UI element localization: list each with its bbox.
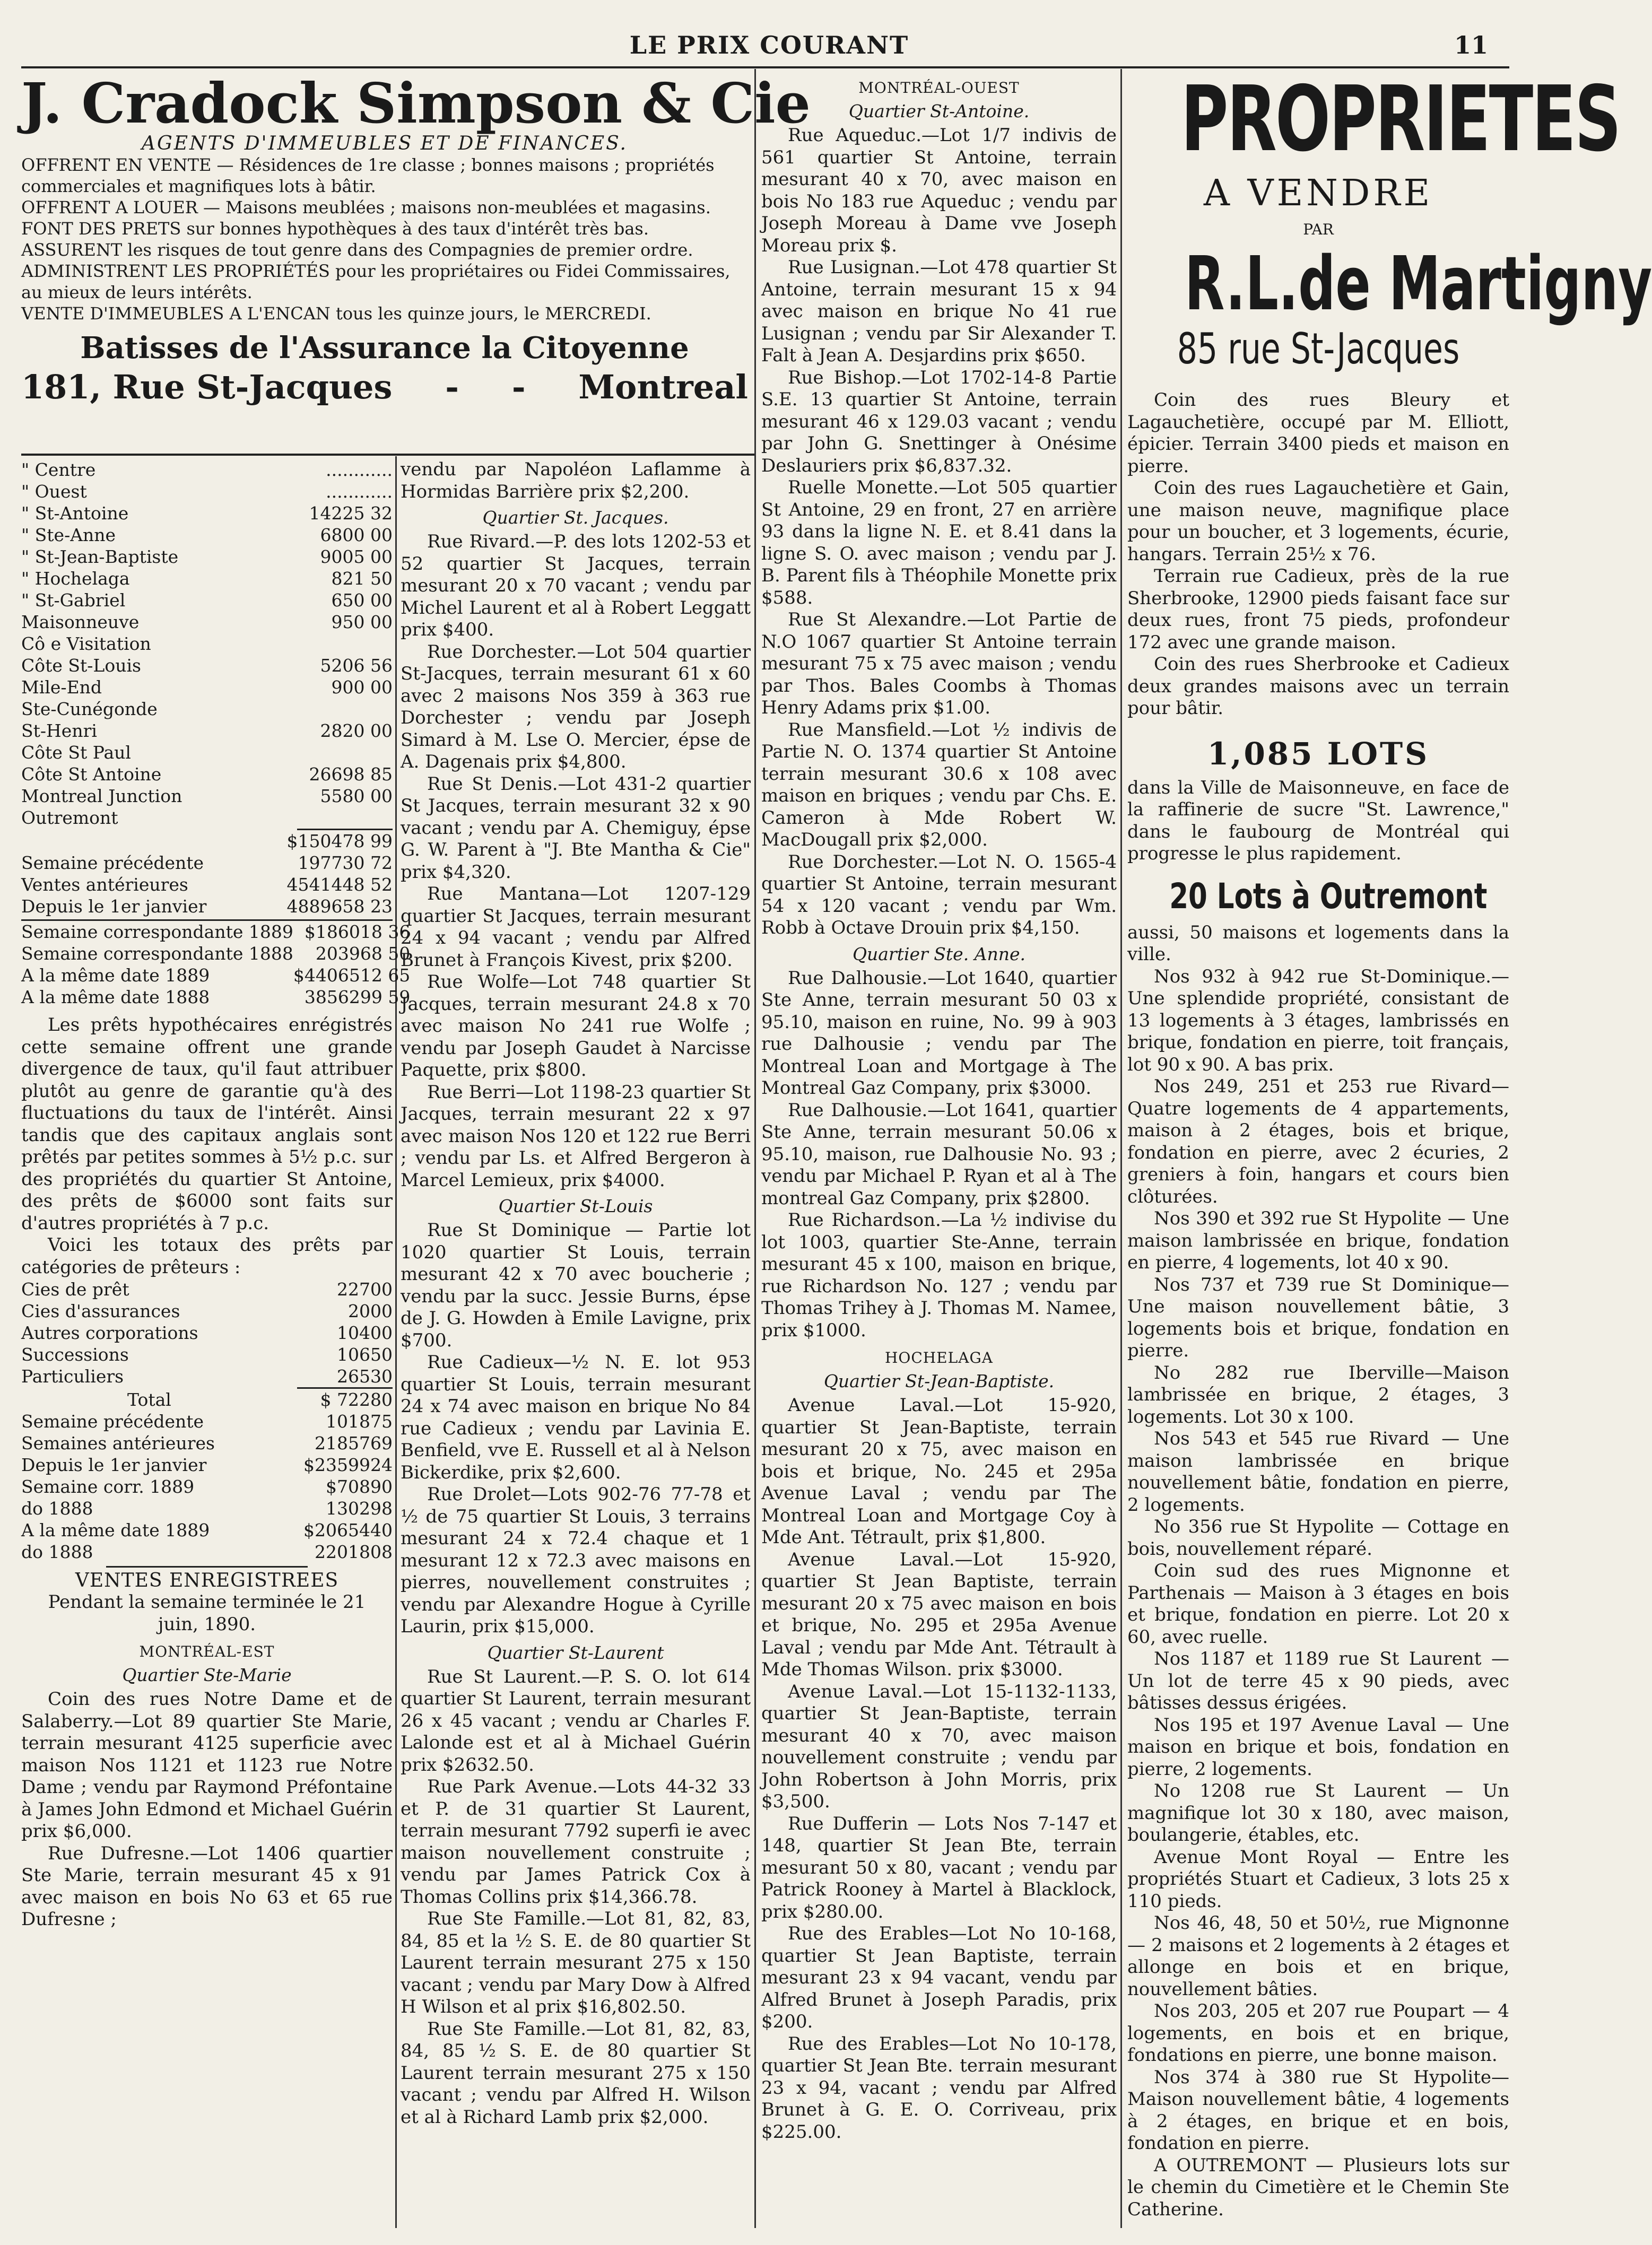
sale-entry: Coin des rues Notre Dame et de Salaberry.—Lot 89 quartier Ste Marie, terrain mesurant 4125 superficie avec maison Nos 1121 et 1123 rue Notre Dame ; vendu par Raymond Préfontaine à James John Edmond et Michael Guérin prix $6,000. <box>21 1689 393 1842</box>
ventes-title: VENTES ENREGISTREES <box>75 1570 339 1591</box>
stats-leader <box>230 785 298 807</box>
stats-value: 14225 32 <box>309 503 393 524</box>
stats-leader <box>231 1365 300 1387</box>
stats-value <box>298 698 393 720</box>
stats-label: Depuis le 1er janvier <box>21 896 207 917</box>
stats-row <box>21 1541 393 1563</box>
stats-label: Outremont <box>21 807 118 828</box>
stats-row <box>21 611 393 633</box>
lots-title: 1,085 LOTS <box>1207 735 1430 772</box>
sale-entry: Rue Dalhousie.—Lot 1641, quartier Ste Anne, terrain mesurant 50.06 x 95.10, maison, rue Dalhousie No. 93 ; vendu par Michael P. Ryan et al à The montreal Gaz Company, prix $2800. <box>761 1099 1117 1209</box>
stats-row <box>21 763 393 785</box>
corresponding-table <box>21 921 410 1008</box>
sale-entry: Rue Park Avenue.—Lots 44-32 33 et P. de 31 quartier St Laurent, terrain mesurant 7792 superfi ie avec maison nouvellement construite ; vendu par James Patrick Cox à Thomas Collins prix $14,366.78. <box>401 1776 751 1908</box>
sale-entry: Rue Cadieux—½ N. E. lot 953 quartier St Louis, terrain mesurant 24 x 74 avec maison en brique No 84 rue Cadieux ; vendu par Lavinia E. Benfield, vve E. Russell et al à Nelson Bickerdike, prix $2,600. <box>401 1352 751 1483</box>
sale-entry: vendu par Napoléon Laflamme à Hormidas Barrière prix $2,200. <box>401 459 751 502</box>
stats-value: 4541448 52 <box>286 874 393 895</box>
property-listing: Terrain rue Cadieux, près de la rue Sherbrooke, 12900 pieds faisant face sur deux rues, front 75 pieds, profondeur 172 avec une grande maison. <box>1127 565 1509 653</box>
sale-entry: Ruelle Monette.—Lot 505 quartier St Antoine, 29 en front, 27 en arrière 93 dans la ligne N. E. et 8.41 dans la ligne S. O. avec maison ; vendu par J. B. Parent fils à Théophile Monette prix $588. <box>761 477 1117 608</box>
stats-label: do 1888 <box>21 1498 93 1519</box>
stats-value: 22700 <box>337 1279 393 1300</box>
stats-label: St-Henri <box>21 720 97 741</box>
stats-row <box>21 1300 393 1322</box>
stats-row <box>21 589 393 611</box>
stats-row <box>21 852 393 874</box>
stats-label: " Ste-Anne <box>21 525 116 545</box>
ad-company-name: J. Cradock Simpson & Cie <box>21 71 811 136</box>
stats-row <box>21 1476 393 1498</box>
property-listing: Nos 203, 205 et 207 rue Poupart — 4 logements, en bois et en brique, fondations en pierre, une bonne maison. <box>1127 2000 1509 2066</box>
summary-table <box>21 852 393 917</box>
stats-row <box>21 633 393 655</box>
district-heading: HOCHELAGA <box>884 1349 994 1367</box>
property-listing: Nos 737 et 739 rue St Dominique—Une maison nouvellement bâtie, 3 logements bois et brique, fondation en pierre. <box>1127 1274 1509 1361</box>
ad-line: VENTE D'IMMEUBLES A L'ENCAN tous les quinze jours, le MERCREDI. <box>21 303 651 324</box>
stats-row <box>21 1389 393 1411</box>
stats-label: Côte St Paul <box>21 742 131 763</box>
stats-leader <box>230 459 298 481</box>
stats-row <box>21 1432 393 1454</box>
stats-leader <box>231 1519 298 1541</box>
stats-value: 900 00 <box>331 677 393 698</box>
sale-entry: Rue Dufferin — Lots Nos 7-147 et 148, quartier St Jean Bte, terrain mesurant 50 x 80, vacant ; vendu par Patrick Rooney à Martel à Blacklock, prix $280.00. <box>761 1813 1117 1922</box>
col2-entries <box>401 459 751 2128</box>
property-listing: Nos 390 et 392 rue St Hypolite — Une maison lambrissée en brique, fondation en pierre, 4 logements, lot 40 x 90. <box>1127 1208 1509 1273</box>
stats-label: " St-Jean-Baptiste <box>21 546 179 567</box>
ad-line: OFFRENT A LOUER — Maisons meublées ; maisons non-meublées et magasins. <box>21 197 711 217</box>
ad-address-sep: - <box>445 368 459 406</box>
stats-label: Semaines antérieures <box>21 1433 215 1454</box>
stats-leader <box>231 1541 298 1563</box>
quarter-heading: Quartier St-Jean-Baptiste. <box>823 1371 1055 1391</box>
stats-leader <box>230 742 298 763</box>
ad-line: OFFRENT EN VENTE — Résidences de 1re classe ; bonnes maisons ; propriétés commerciales et magnifiques lots à bâtir. <box>21 155 715 196</box>
ad-address <box>21 367 748 408</box>
stats-value: $186018 36 <box>304 921 411 942</box>
stats-leader <box>230 633 298 655</box>
stats-leader <box>231 1498 298 1519</box>
stats-value: 950 00 <box>331 612 393 632</box>
stats-value: 10650 <box>337 1344 393 1365</box>
stats-leader <box>230 720 298 742</box>
stats-value <box>298 633 393 655</box>
loans-intro: Voici les totaux des prêts par catégories de prêteurs : <box>21 1234 393 1278</box>
stats-leader <box>230 481 298 502</box>
property-listing: No 1208 rue St Laurent — Un magnifique lot 30 x 180, avec maison, boulangerie, étables, etc. <box>1127 1780 1509 1846</box>
stats-leader <box>231 1322 300 1344</box>
col1-entries <box>21 1689 393 1931</box>
stats-value: 2820 00 <box>320 720 393 741</box>
col3-entries <box>761 79 1117 2143</box>
column-1 <box>21 459 411 2225</box>
sale-entry: Rue Dalhousie.—Lot 1640, quartier Ste Anne, terrain mesurant 50 03 x 95.10, maison en ruine, No. 99 à 903 rue Dalhousie ; vendu par The Montreal Loan and Mortgage à The Montreal Gaz Company, prix $3000. <box>761 967 1117 1099</box>
stats-value: $70890 <box>326 1476 393 1497</box>
ad-address-sep: - <box>511 368 526 406</box>
stats-row <box>21 459 393 481</box>
stats-row <box>21 895 393 917</box>
property-listing: Coin des rues Bleury et Lagauchetière, occupé par M. Elliott, épicier. Terrain 3400 pieds et maison en pierre. <box>1127 389 1509 477</box>
stats-row <box>21 698 393 720</box>
stats-label: Depuis le 1er janvier <box>21 1455 207 1475</box>
stats-value: 6800 00 <box>320 525 393 545</box>
stats-row <box>21 943 410 964</box>
stats-label: Semaine correspondante 1888 <box>21 943 293 964</box>
page-header <box>0 0 1531 64</box>
stats-leader <box>231 1476 298 1498</box>
stats-value: 10400 <box>337 1322 393 1343</box>
sale-entry: Rue St Denis.—Lot 431-2 quartier St Jacques, terrain mesurant 32 x 90 vacant ; vendu par A. Chemiguy, épse G. W. Parent à "J. Bte Mantha & Cie" prix $4,320. <box>401 773 751 883</box>
stats-row <box>21 720 393 742</box>
property-listing: A OUTREMONT — Plusieurs lots sur le chemin du Cimetière et le Chemin Ste Catherine. <box>1127 2154 1509 2220</box>
stats-label: Successions <box>21 1344 129 1365</box>
stats-value <box>298 807 393 829</box>
stats-row <box>21 481 393 502</box>
stats-row <box>21 568 393 589</box>
stats-row <box>21 1411 393 1432</box>
lenders-summary-table <box>21 1411 393 1563</box>
sale-entry: Rue Mantana—Lot 1207-129 quartier St Jacques, terrain mesurant 24 x 94 vacant ; vendu par Alfred Brunet à François Kivest, prix $200. <box>401 883 751 971</box>
stats-label: Particuliers <box>21 1366 124 1387</box>
property-listing: No 356 rue St Hypolite — Cottage en bois, nouvellement réparé. <box>1127 1516 1509 1560</box>
sale-entry: Rue St Alexandre.—Lot Partie de N.O 1067 quartier St Antoine terrain mesurant 75 x 75 avec maison ; vendu par Thos. Bales Coombs à Thomas Henry Adams prix $1.00. <box>761 609 1117 718</box>
property-listing: Coin sud des rues Mignonne et Parthenais — Maison à 3 étages en bois et brique, fondation en pierre. Lot 20 x 60, avec ruelle. <box>1127 1560 1509 1648</box>
par-label: PAR <box>1303 221 1334 238</box>
stats-value: 3856299 59 <box>304 987 411 1007</box>
sale-entry: Avenue Laval.—Lot 15-920, quartier St Jean Baptiste, terrain mesurant 20 x 75 avec maison en bois et brique, No. 295 et 295a Avenue Laval ; vendu par Mde Ant. Tétrault à Mde Thomas Wilson. prix $3000. <box>761 1548 1117 1680</box>
stats-label: Montreal Junction <box>21 786 182 806</box>
stats-total: $150478 99 <box>286 831 393 851</box>
ad-rule <box>21 454 754 456</box>
ad-address-city: Montreal <box>578 368 748 406</box>
sale-entry: Rue Aqueduc.—Lot 1/7 indivis de 561 quartier St Antoine, terrain mesurant 40 x 70, avec maison en bois No 183 rue Aqueduc ; vendu par Joseph Moreau à Dame vve Joseph Moreau prix $. <box>761 125 1117 256</box>
stats-leader <box>230 763 298 785</box>
stats-value: $2359924 <box>303 1455 393 1475</box>
stats-leader <box>228 874 287 895</box>
stats-leader <box>230 611 298 633</box>
ad-building: Batisses de l'Assurance la Citoyenne <box>80 330 689 366</box>
stats-row <box>21 1454 393 1476</box>
sale-entry: Rue St Laurent.—P. S. O. lot 614 quartier St Laurent, terrain mesurant 26 x 45 vacant ; vendu ar Charles F. Lalonde est et al à Michael Guérin prix $2632.50. <box>401 1666 751 1776</box>
stats-leader <box>230 655 298 676</box>
stats-leader <box>230 589 298 611</box>
property-listing: Nos 249, 251 et 253 rue Rivard—Quatre logements de 4 appartements, maison à 2 étages, bois et brique, fondation en pierre, avec 2 écuries, 2 greniers à foin, hangars et cours bien clôturées. <box>1127 1076 1509 1207</box>
stats-label: Cies d'assurances <box>21 1301 180 1321</box>
column-rule <box>1120 69 1122 2228</box>
stats-label: " St-Antoine <box>21 503 129 524</box>
lenders-table <box>21 1278 393 1387</box>
stats-value: 821 50 <box>331 568 393 589</box>
sale-entry: Rue Drolet—Lots 902-76 77-78 et ½ de 75 quartier St Louis, 3 terrains mesurant 24 x 72.4 chaque et 1 mesurant 12 x 72.3 avec maisons en pierres, nouvellement construites ; vendu par Alexandre Hogue à Cyrille Laurin, prix $15,000. <box>401 1484 751 1637</box>
stats-leader <box>228 895 287 917</box>
lenders-total <box>21 1389 393 1411</box>
quarter-heading: Quartier St-Antoine. <box>848 101 1030 121</box>
stats-label: " Hochelaga <box>21 568 130 589</box>
stats-label: Mile-End <box>21 677 102 698</box>
ad-line: ASSURENT les risques de tout genre dans des Compagnies de premier ordre. <box>21 240 693 260</box>
stats-row <box>21 546 393 568</box>
stats-row <box>21 676 393 698</box>
property-listing: No 282 rue Iberville—Maison lambrissée en brique, 2 étages, 3 logements. Lot 30 x 100. <box>1127 1362 1509 1428</box>
quarter-heading: Quartier St-Louis <box>498 1196 653 1216</box>
sale-entry: Rue Dorchester.—Lot N. O. 1565-4 quartier St Antoine, terrain mesurant 54 x 120 vacant ; vendu par Wm. Robb à Octave Drouin prix $4,150. <box>761 851 1117 938</box>
stats-value: 26698 85 <box>309 764 393 785</box>
stats-row <box>21 807 393 829</box>
quartier-ste-marie-heading: Quartier Ste-Marie <box>122 1665 292 1685</box>
ad-address-street: 181, Rue St-Jacques <box>21 368 393 406</box>
stats-leader <box>230 698 298 720</box>
stats-value: ............ <box>326 481 393 502</box>
stats-leader <box>230 676 298 698</box>
stats-row <box>21 785 393 807</box>
stats-label: Semaine précédente <box>21 852 204 873</box>
stats-label: A la même date 1888 <box>21 987 210 1007</box>
stats-row <box>21 1322 393 1344</box>
newspaper-title: LE PRIX COURANT <box>629 31 909 59</box>
quarter-heading: Quartier St. Jacques. <box>482 507 669 528</box>
sale-entry: Avenue Laval.—Lot 15-1132-1133, quartier St Jean-Baptiste, terrain mesurant 40 x 70, avec maison nouvellement construite ; vendu par John Robertson à John Morris, prix $3,500. <box>761 1681 1117 1812</box>
stats-label: Cies de prêt <box>21 1279 129 1300</box>
quarter-heading: Quartier Ste. Anne. <box>852 943 1026 964</box>
stats-leader <box>231 1432 298 1454</box>
stats-leader <box>231 1278 300 1300</box>
quarter-heading: Quartier St-Laurent <box>487 1642 664 1663</box>
page-number: 11 <box>1454 31 1488 59</box>
stats-row <box>21 1498 393 1519</box>
stats-row <box>21 1519 393 1541</box>
column-rule <box>754 69 756 2228</box>
proprietes-address: 85 rue St-Jacques <box>1177 324 1460 373</box>
stats-leader <box>230 502 298 524</box>
stats-value: $4406512 65 <box>293 965 411 986</box>
stats-value: 2000 <box>348 1301 393 1321</box>
stats-row <box>21 986 410 1008</box>
stats-row <box>21 921 410 943</box>
sale-entry: Rue Berri—Lot 1198-23 quartier St Jacques, terrain mesurant 22 x 97 avec maison Nos 120 et 122 rue Berri ; vendu par Ls. et Alfred Bergeron à Marcel Lemieux, prix $4000. <box>401 1081 751 1191</box>
proprietes-items-2 <box>1127 966 1509 2221</box>
advertisement-simpson <box>21 71 811 451</box>
ad-subtitle: AGENTS D'IMMEUBLES ET DE FINANCES. <box>142 133 628 154</box>
stats-label: " St-Gabriel <box>21 590 126 611</box>
stats-label: Autres corporations <box>21 1322 198 1343</box>
quarters-table <box>21 459 393 829</box>
stats-leader <box>230 524 298 546</box>
ventes-subtitle: Pendant la semaine terminée le 21 juin, 1890. <box>48 1591 366 1635</box>
column-3 <box>761 72 1117 2225</box>
property-listing: Nos 374 à 380 rue St Hypolite—Maison nouvellement bâtie, 4 logements à 2 étages, en brique et en bois, fondation en pierre. <box>1127 2066 1509 2154</box>
stats-row <box>21 874 393 895</box>
stats-label: Côte St-Louis <box>21 655 141 676</box>
column-2 <box>401 459 751 2225</box>
sale-entry: Rue Bishop.—Lot 1702-14-8 Partie S.E. 13 quartier St Antoine, terrain mesurant 46 x 129.03 vacant ; vendu par John G. Snettinger à Onésime Deslauriers prix $6,837.32. <box>761 367 1117 476</box>
sale-entry: Rue Dufresne.—Lot 1406 quartier Ste Marie, terrain mesurant 45 x 91 avec maison en bois No 63 et 65 rue Dufresne ; <box>21 1842 393 1930</box>
stats-row <box>21 1278 393 1300</box>
property-listing: Coin des rues Sherbrooke et Cadieux deux grandes maisons avec un terrain pour bâtir. <box>1127 654 1509 719</box>
stats-label: Ventes antérieures <box>21 874 188 895</box>
stats-row <box>21 742 393 763</box>
ad-line: FONT DES PRETS sur bonnes hypothèques à des taux d'intérêt très bas. <box>21 219 649 239</box>
property-listing: Nos 543 et 545 rue Rivard — Une maison lambrissée en brique nouvellement bâtie, fondation en pierre, 2 logements. <box>1127 1428 1509 1516</box>
stats-label: " Ouest <box>21 481 87 502</box>
loans-text: Les prêts hypothécaires enrégistrés cette semaine offrent une grande divergence de taux, qu'il faut attribuer plutôt au genre de garantie qu'à des fluctuations du taux de l'intérêt. Ainsi tandis que des capitaux anglais sont prêtés par petites sommes à 5½ p.c. sur des propriétés du quartier St Antoine, des prêts de $6000 sont faits sur d'autres propriétés à 7 p.c. <box>21 1014 393 1234</box>
lots20-title: 20 Lots à Outremont <box>1169 875 1488 917</box>
stats-row <box>21 502 393 524</box>
property-listing: Nos 195 et 197 Avenue Laval — Une maison en brique et bois, fondation en pierre, 2 logements. <box>1127 1714 1509 1780</box>
lots-text: dans la Ville de Maisonneuve, en face de la raffinerie de sucre "St. Lawrence," dans le faubourg de Montréal qui progresse le plus rapidement. <box>1127 777 1509 864</box>
stats-value: 2185769 <box>315 1433 393 1454</box>
stats-value: 197730 72 <box>298 852 393 873</box>
stats-value: 4889658 23 <box>286 896 393 917</box>
stats-value: 2201808 <box>315 1542 393 1562</box>
stats-value: 203968 50 <box>315 943 411 964</box>
stats-leader <box>231 1344 300 1365</box>
stats-label: A la même date 1889 <box>21 965 210 986</box>
stats-leader <box>228 852 287 874</box>
montreal-est-heading: MONTRÉAL-EST <box>139 1643 275 1660</box>
stats-label: A la même date 1889 <box>21 1520 210 1541</box>
stats-row <box>21 655 393 676</box>
sale-entry: Rue des Erables—Lot No 10-178, quartier St Jean Bte. terrain mesurant 23 x 94, vacant ; vendu par Alfred Brunet à G. E. O. Corriveau, prix $225.00. <box>761 2033 1117 2143</box>
stats-leader <box>230 546 298 568</box>
property-listing: Avenue Mont Royal — Entre les propriétés Stuart et Cadieux, 3 lots 25 x 110 pieds. <box>1127 1846 1509 1912</box>
sale-entry: Rue St Dominique — Partie lot 1020 quartier St Louis, terrain mesurant 42 x 70 avec boucherie ; vendu par la succ. Jessie Burns, épse de J. G. Howden à Emile Lavigne, prix $700. <box>401 1220 751 1351</box>
stats-value: 9005 00 <box>320 546 393 567</box>
total-value: $ 72280 <box>320 1389 393 1410</box>
stats-leader <box>231 1300 300 1322</box>
column-4-proprietes <box>1127 67 1652 2225</box>
stats-value: 5580 00 <box>320 786 393 806</box>
stats-row <box>21 524 393 546</box>
sale-entry: Rue des Erables—Lot No 10-168, quartier St Jean Baptiste, terrain mesurant 23 x 94 vacant, vendu par Alfred Brunet à Joseph Paradis, prix $200. <box>761 1923 1117 2032</box>
stats-leader <box>266 1389 307 1411</box>
stats-label: Maisonneuve <box>21 612 140 632</box>
stats-leader <box>230 807 298 829</box>
sale-entry: Rue Dorchester.—Lot 504 quartier St-Jacques, terrain mesurant 61 x 60 avec 2 maisons Nos 359 à 363 rue Dorchester ; vendu par Joseph Simard à M. Lse O. Mercier, épse de A. Dagenais prix $4,800. <box>401 641 751 772</box>
stats-label: Semaine précédente <box>21 1411 204 1432</box>
sale-entry: Rue Ste Famille.—Lot 81, 82, 83, 84, 85 ½ S. E. de 80 quartier St Laurent terrain mesurant 275 x 150 vacant ; vendu par Alfred H. Wilson et al à Richard Lamb prix $2,000. <box>401 2018 751 2128</box>
stats-row <box>21 964 410 986</box>
stats-label: Côte St Antoine <box>21 764 162 785</box>
stats-leader <box>231 1411 298 1432</box>
stats-value: 130298 <box>326 1498 393 1519</box>
proprietes-owner: R.L.de Martigny <box>1185 241 1652 327</box>
stats-value: $2065440 <box>303 1520 393 1541</box>
stats-value: 101875 <box>326 1411 393 1432</box>
property-listing: Nos 46, 48, 50 et 50½, rue Mignonne — 2 maisons et 2 logements à 2 étages et allonge en bois et en brique, nouvellement bâties. <box>1127 1912 1509 2000</box>
stats-leader <box>231 1454 298 1476</box>
sale-entry: Rue Richardson.—La ½ indivise du lot 1003, quartier Ste-Anne, terrain mesurant 45 x 100, maison en brique, rue Richardson No. 127 ; vendu par Thomas Trihey à J. Thomas M. Namee, prix $1000. <box>761 1209 1117 1341</box>
stats-row <box>21 1365 393 1387</box>
stats-label: " Centre <box>21 459 96 480</box>
stats-row <box>21 1344 393 1365</box>
ad-lines <box>21 154 748 324</box>
lots20-text: aussi, 50 maisons et logements dans la ville. <box>1127 921 1509 965</box>
district-heading: MONTRÉAL-OUEST <box>858 79 1020 97</box>
stats-leader <box>230 568 298 589</box>
sale-entry: Avenue Laval.—Lot 15-920, quartier St Jean-Baptiste, terrain mesurant 20 x 75, avec maison en bois et brique, No. 245 et 295a Avenue Laval ; vendu par The Montreal Loan and Mortgage Coy à Mde Ant. Tétrault, prix $1,800. <box>761 1395 1117 1548</box>
proprietes-title: PROPRIETES <box>1180 67 1620 172</box>
property-listing: Coin des rues Lagauchetière et Gain, une maison neuve, magnifique place pour un boucher, et 3 logements, écurie, hangars. Terrain 25½ x 76. <box>1127 477 1509 565</box>
sale-entry: Rue Rivard.—P. des lots 1202-53 et 52 quartier St Jacques, terrain mesurant 20 x 70 vacant ; vendu par Michel Laurent et al à Robert Leggatt prix $400. <box>401 531 751 640</box>
total-label: Total <box>127 1389 171 1410</box>
proprietes-items-1 <box>1127 389 1509 720</box>
stats-value: 650 00 <box>331 590 393 611</box>
sale-entry: Rue Mansfield.—Lot ½ indivis de Partie N. O. 1374 quartier St Antoine terrain mesurant 30.6 x 108 avec maison en briques ; vendu par Chs. E. Cameron à Mde Robert W. MacDougall prix $2,000. <box>761 719 1117 850</box>
stats-label: Ste-Cunégonde <box>21 699 158 719</box>
property-listing: Nos 932 à 942 rue St-Dominique.—Une splendide propriété, consistant de 13 logements à 3 étages, lambrissés en brique, fondation en pierre, toit français, lot 90 x 90. A bas prix. <box>1127 965 1509 1075</box>
stats-value: 26530 <box>337 1366 393 1387</box>
a-vendre: A VENDRE <box>1203 172 1433 214</box>
stats-label: Semaine correspondante 1889 <box>21 921 293 942</box>
ad-line: ADMINISTRENT LES PROPRIÉTÉS pour les propriétaires ou Fidei Commissaires, au mieux de leurs intérêts. <box>21 261 731 302</box>
stats-value <box>298 742 393 763</box>
sale-entry: Rue Lusignan.—Lot 478 quartier St Antoine, terrain mesurant 15 x 94 avec maison en brique No 41 rue Lusignan ; vendu par Sir Alexander T. Falt à Jean A. Desjardins prix $650. <box>761 257 1117 366</box>
stats-label: do 1888 <box>21 1542 93 1562</box>
property-listing: Nos 1187 et 1189 rue St Laurent — Un lot de terre 45 x 90 pieds, avec bâtisses dessus érigées. <box>1127 1648 1509 1713</box>
stats-label: Semaine corr. 1889 <box>21 1476 195 1497</box>
column-rule <box>395 456 397 2228</box>
sale-entry: Rue Wolfe—Lot 748 quartier St Jacques, terrain mesurant 24.8 x 70 avec maison No 241 rue Wolfe ; vendu par Joseph Gaudet à Narcisse Paquette, prix $800. <box>401 971 751 1081</box>
stats-value: 5206 56 <box>320 655 393 676</box>
stats-label: Cô e Visitation <box>21 633 151 654</box>
sale-entry: Rue Ste Famille.—Lot 81, 82, 83, 84, 85 et la ½ S. E. de 80 quartier St Laurent terrain mesurant 275 x 150 vacant ; vendu par Mary Dow à Alfred H Wilson et al prix $16,802.50. <box>401 1908 751 2017</box>
stats-value: ............ <box>326 459 393 480</box>
